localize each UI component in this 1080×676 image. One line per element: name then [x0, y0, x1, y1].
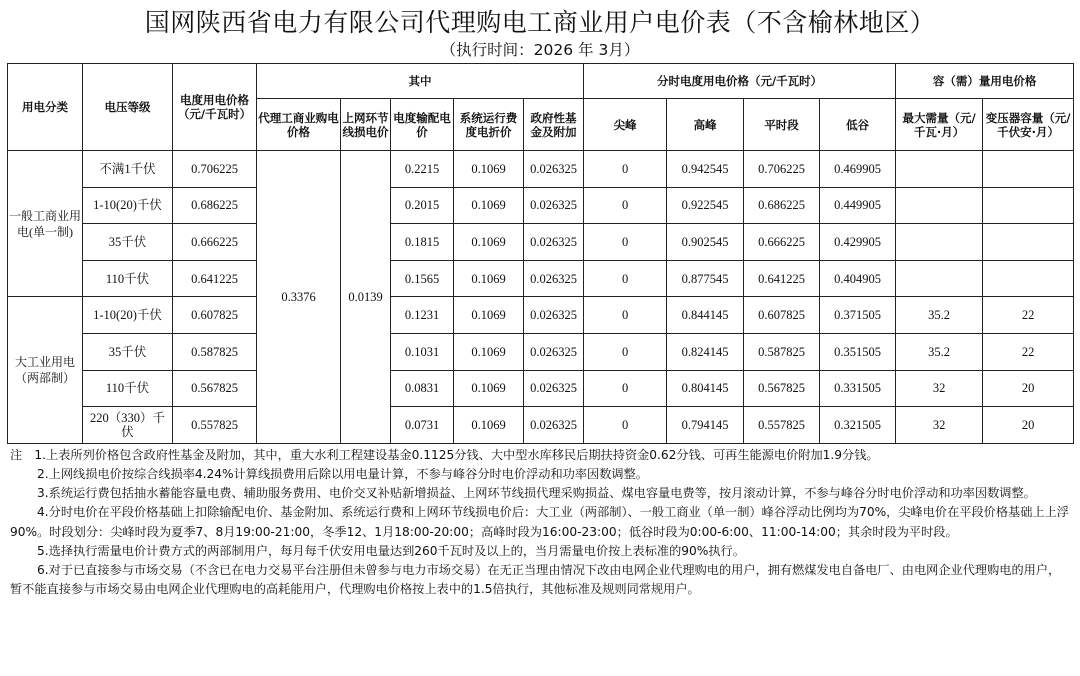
table-row: [8, 407, 1074, 444]
cell-demand: [896, 151, 983, 188]
cell-transformer: 22: [983, 333, 1074, 370]
cell-fund: 0.026325: [524, 333, 584, 370]
cell-system: 0.1069: [454, 297, 524, 334]
cell-fund: 0.026325: [524, 370, 584, 407]
cell-sharp: 0: [584, 333, 667, 370]
cell-sharp: 0: [584, 151, 667, 188]
header-tou: 分时电度用电价格（元/千瓦时）: [584, 64, 896, 99]
note-4: 4.分时电价在平段价格基础上扣除输配电价、基金附加、系统运行费和上网环节线损电价后：大工业（两部制）、一般工商业（单一制）峰谷浮动比例均为70%，尖峰电价在平段价格基础上上浮90%。时段划分：尖峰时段为夏季7、8月19:00-21:00，冬季12、1月18:00-20:00；高峰时段为16:00-23:00；低谷时段为0:00-6:00、11:00-14:00；其余时段为平时段。: [10, 505, 1069, 539]
cell-price: 0.666225: [173, 224, 257, 261]
note-6: 6.对于已直接参与市场交易（不含已在电力交易平台注册但未曾参与电力市场交易）在无正当理由情况下改由电网企业代理购电的用户，拥有燃煤发电自备电厂、由电网企业代理购电的用户，暂不能直接参与市场交易由电网企业代理购电的高耗能用户，代理购电价格按上表中的1.5倍执行，其他标准及规则同常规用户。: [10, 562, 1061, 597]
cell-transmission: 0.2215: [391, 151, 454, 188]
cell-transmission: 0.1231: [391, 297, 454, 334]
table-row: [8, 151, 1074, 188]
category-general: 一般工商业用电(单一制): [8, 151, 83, 297]
header-peak: 高峰: [667, 99, 744, 151]
page-subtitle: （执行时间：2026 年 3月）: [440, 41, 640, 59]
cell-peak: 0.902545: [667, 224, 744, 261]
cell-system: 0.1069: [454, 370, 524, 407]
cell-price: 0.706225: [173, 151, 257, 188]
cell-demand: 32: [896, 407, 983, 444]
cell-peak: 0.922545: [667, 187, 744, 224]
note-3: 3.系统运行费包括抽水蓄能容量电费、辅助服务费用、电价交叉补贴新增损益、上网环节线损代理采购损益、煤电容量电费等，按月滚动计算，不参与峰谷分时电价浮动和功率因数调整。: [37, 486, 1036, 501]
cell-system: 0.1069: [454, 224, 524, 261]
note-2: 2.上网线损电价按综合线损率4.24%计算线损费用后除以用电量计算，不参与峰谷分时电价浮动和功率因数调整。: [37, 466, 648, 481]
header-transmission: 电度输配电价: [391, 99, 454, 151]
header-among: 其中: [257, 64, 584, 99]
cell-sharp: 0: [584, 370, 667, 407]
cell-voltage: 220（330）千伏: [83, 407, 173, 444]
cell-fund: 0.026325: [524, 187, 584, 224]
cell-peak: 0.824145: [667, 333, 744, 370]
cell-price: 0.607825: [173, 297, 257, 334]
cell-transformer: 22: [983, 297, 1074, 334]
cell-valley: 0.321505: [820, 407, 896, 444]
header-flat: 平时段: [744, 99, 820, 151]
cell-price: 0.686225: [173, 187, 257, 224]
cell-valley: 0.351505: [820, 333, 896, 370]
note-1: 注 1.上表所列价格包含政府性基金及附加，其中，重大水利工程建设基金0.1125分钱、大中型水库移民后期扶持资金0.62分钱、可再生能源电价附加1.9分钱。: [10, 447, 879, 462]
cell-demand: 32: [896, 370, 983, 407]
cell-system: 0.1069: [454, 187, 524, 224]
cell-peak: 0.794145: [667, 407, 744, 444]
cell-flat: 0.686225: [744, 187, 820, 224]
cell-proxy-price: 0.3376: [257, 151, 341, 444]
header-voltage: 电压等级: [83, 64, 173, 151]
cell-price: 0.587825: [173, 333, 257, 370]
cell-transformer: [983, 151, 1074, 188]
cell-transmission: 0.0831: [391, 370, 454, 407]
cell-valley: 0.371505: [820, 297, 896, 334]
table-row: [8, 224, 1074, 261]
cell-flat: 0.706225: [744, 151, 820, 188]
header-demand: 最大需量（元/千瓦·月）: [896, 99, 983, 151]
cell-peak: 0.877545: [667, 260, 744, 297]
cell-system: 0.1069: [454, 407, 524, 444]
header-loss: 上网环节线损电价: [341, 99, 391, 151]
cell-transformer: [983, 187, 1074, 224]
header-price: 电度用电价格（元/千瓦时）: [173, 64, 257, 151]
cell-voltage: 110千伏: [83, 370, 173, 407]
cell-demand: 35.2: [896, 333, 983, 370]
cell-system: 0.1069: [454, 260, 524, 297]
cell-sharp: 0: [584, 187, 667, 224]
cell-voltage: 1-10(20)千伏: [83, 187, 173, 224]
cell-sharp: 0: [584, 407, 667, 444]
cell-price: 0.641225: [173, 260, 257, 297]
cell-transformer: 20: [983, 407, 1074, 444]
cell-fund: 0.026325: [524, 407, 584, 444]
cell-demand: [896, 224, 983, 261]
table-row: [8, 370, 1074, 407]
cell-flat: 0.587825: [744, 333, 820, 370]
price-table: [7, 63, 1074, 444]
cell-flat: 0.567825: [744, 370, 820, 407]
header-fund: 政府性基金及附加: [524, 99, 584, 151]
cell-valley: 0.449905: [820, 187, 896, 224]
cell-sharp: 0: [584, 224, 667, 261]
header-category: 用电分类: [8, 64, 83, 151]
cell-fund: 0.026325: [524, 151, 584, 188]
table-row: [8, 260, 1074, 297]
cell-demand: [896, 260, 983, 297]
cell-sharp: 0: [584, 260, 667, 297]
cell-transmission: 0.0731: [391, 407, 454, 444]
header-sharp: 尖峰: [584, 99, 667, 151]
cell-transmission: 0.1031: [391, 333, 454, 370]
table-row: [8, 187, 1074, 224]
cell-valley: 0.331505: [820, 370, 896, 407]
cell-valley: 0.469905: [820, 151, 896, 188]
cell-transmission: 0.1565: [391, 260, 454, 297]
header-proxy: 代理工商业购电价格: [257, 99, 341, 151]
cell-transformer: [983, 224, 1074, 261]
category-large: 大工业用电（两部制）: [8, 297, 83, 443]
cell-flat: 0.666225: [744, 224, 820, 261]
cell-transmission: 0.1815: [391, 224, 454, 261]
note-5: 5.选择执行需量电价计费方式的两部制用户，每月每千伏安用电量达到260千瓦时及以上的，当月需量电价按上表标准的90%执行。: [37, 543, 745, 558]
cell-demand: 35.2: [896, 297, 983, 334]
header-valley: 低谷: [820, 99, 896, 151]
header-system: 系统运行费度电折价: [454, 99, 524, 151]
table-row: [8, 297, 1074, 334]
cell-fund: 0.026325: [524, 260, 584, 297]
cell-fund: 0.026325: [524, 297, 584, 334]
cell-transformer: 20: [983, 370, 1074, 407]
cell-flat: 0.607825: [744, 297, 820, 334]
cell-loss-price: 0.0139: [341, 151, 391, 444]
cell-demand: [896, 187, 983, 224]
cell-valley: 0.429905: [820, 224, 896, 261]
notes: [10, 446, 1070, 600]
page-title: 国网陕西省电力有限公司代理购电工商业用户电价表（不含榆林地区）: [144, 8, 936, 37]
cell-peak: 0.942545: [667, 151, 744, 188]
table-row: [8, 333, 1074, 370]
cell-voltage: 1-10(20)千伏: [83, 297, 173, 334]
cell-system: 0.1069: [454, 333, 524, 370]
cell-system: 0.1069: [454, 151, 524, 188]
cell-flat: 0.641225: [744, 260, 820, 297]
cell-sharp: 0: [584, 297, 667, 334]
cell-voltage: 不满1千伏: [83, 151, 173, 188]
header-capacity: 容（需）量用电价格: [896, 64, 1074, 99]
cell-peak: 0.844145: [667, 297, 744, 334]
cell-valley: 0.404905: [820, 260, 896, 297]
cell-transformer: [983, 260, 1074, 297]
cell-fund: 0.026325: [524, 224, 584, 261]
header-transformer: 变压器容量（元/千伏安·月）: [983, 99, 1074, 151]
cell-voltage: 35千伏: [83, 333, 173, 370]
cell-price: 0.557825: [173, 407, 257, 444]
cell-flat: 0.557825: [744, 407, 820, 444]
cell-voltage: 110千伏: [83, 260, 173, 297]
cell-peak: 0.804145: [667, 370, 744, 407]
cell-transmission: 0.2015: [391, 187, 454, 224]
cell-price: 0.567825: [173, 370, 257, 407]
cell-voltage: 35千伏: [83, 224, 173, 261]
